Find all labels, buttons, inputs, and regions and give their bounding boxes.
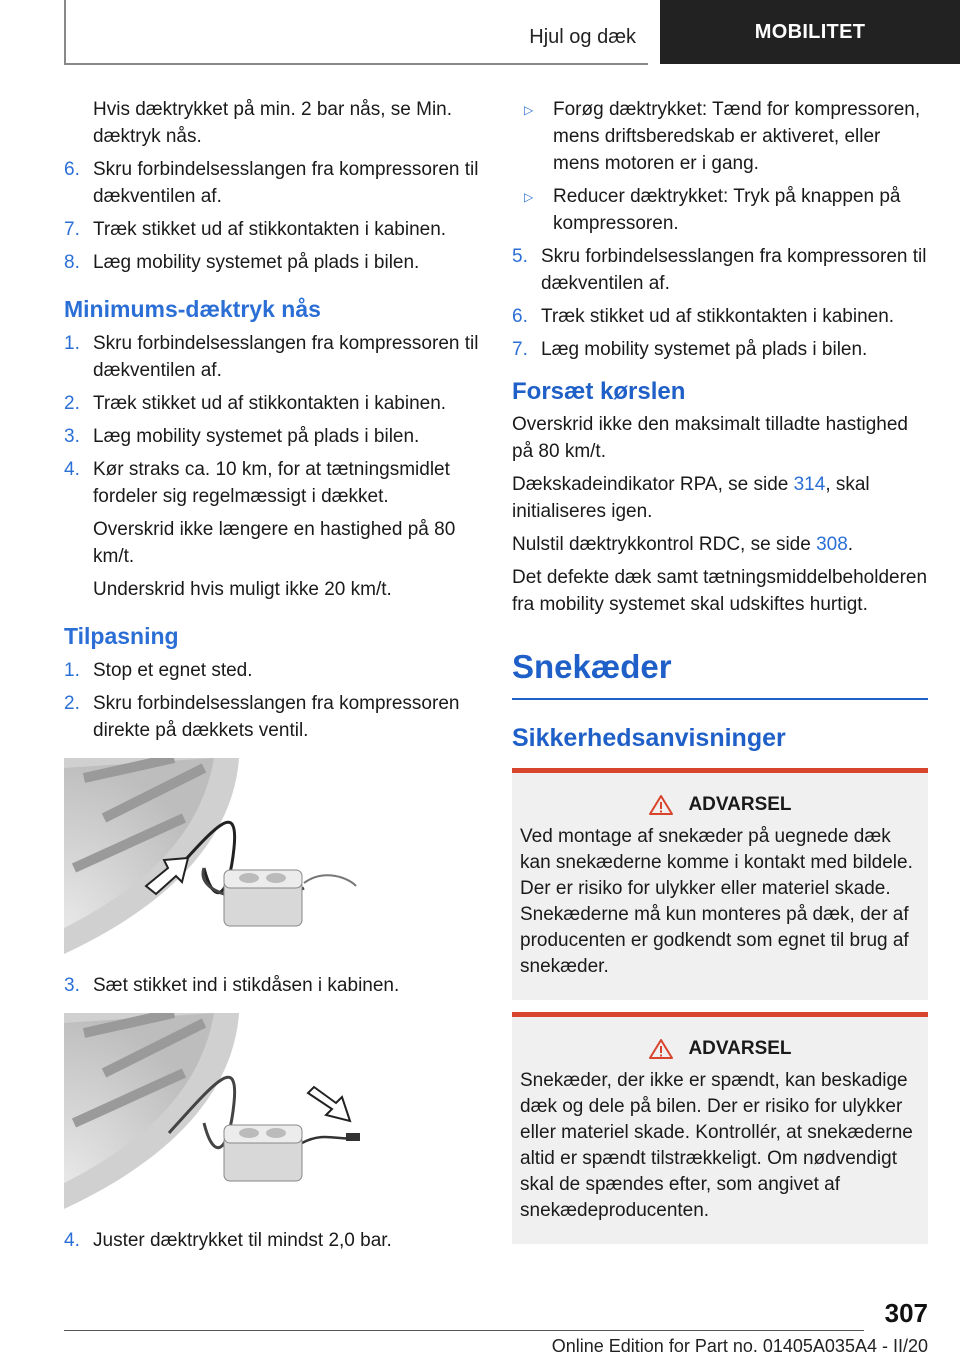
paragraph (512, 471, 928, 525)
paragraph: Det defekte dæk samt tætningsmiddelbeholderen fra mobility systemet skal udskiftes hurtigt. (512, 567, 928, 615)
list-item (64, 657, 484, 684)
heading-rule (512, 698, 928, 700)
paragraph-text: Nulstil dæktrykkontrol RDC, se side (512, 534, 817, 555)
step-number: 4. (64, 459, 80, 480)
list-item (64, 249, 484, 276)
sub-item-text: Reducer dæktrykket: Tryk på knappen på kompressoren. (553, 186, 901, 234)
step-text: Læg mobility systemet på plads i bilen. (93, 252, 420, 273)
heading-adjustment: Tilpasning (64, 623, 179, 649)
warning-text: Snekæder, der ikke er spændt, kan beskadige dæk og dele på bilen. Der er risiko for ulykker eller materiel skade. Kontrollér, at snekæderne altid er spændt tilstrækkeligt. Om nødvendigt skal de spændes efter, som angivet af snekædeproducenten. (520, 1070, 913, 1221)
step-number: 6. (64, 159, 80, 180)
list-item (64, 156, 484, 210)
step-number: 2. (64, 693, 80, 714)
paragraph-text: , skal initialiseres igen. (512, 474, 870, 522)
header-section-title: Hjul og dæk (529, 26, 636, 48)
list-item (64, 690, 484, 744)
step-note: Underskrid hvis muligt ikke 20 km/t. (93, 579, 392, 600)
compressor-plug-illustration (64, 1013, 364, 1209)
paragraph: Overskrid ikke den maksimalt tilladte hastighed på 80 km/t. (512, 414, 909, 462)
sub-list-item (512, 183, 928, 237)
list-item (64, 456, 484, 510)
step-number: 1. (64, 333, 80, 354)
step-text: Kør straks ca. 10 km, for at tætningsmidlet fordeler sig regelmæssigt i dækket. (93, 459, 450, 507)
step-number: 7. (512, 339, 528, 360)
step-text: Stop et egnet sted. (93, 660, 253, 681)
list-item (64, 330, 484, 384)
step-number: 5. (512, 246, 528, 267)
step-number: 8. (64, 252, 80, 273)
step-text: Træk stikket ud af stikkontakten i kabinen. (93, 393, 447, 414)
heading-safety-notes: Sikkerhedsanvisninger (512, 724, 786, 752)
step-number: 1. (64, 660, 80, 681)
warning-header (520, 1035, 920, 1062)
step-text: Læg mobility systemet på plads i bilen. (93, 426, 420, 447)
step-text: Sæt stikket ind i stikdåsen i kabinen. (93, 975, 400, 996)
step-text: Skru forbindelsesslangen fra kompressoren direkte på dækkets ventil. (93, 693, 460, 741)
footer-rule (64, 1330, 864, 1331)
warning-triangle-icon (648, 1038, 674, 1060)
paragraph-text: . (847, 534, 854, 555)
step-number: 7. (64, 219, 80, 240)
chapter-heading-snow-chains: Snekæder (512, 648, 672, 685)
list-item (64, 972, 484, 999)
triangle-bullet-icon: ▷ (524, 103, 534, 117)
step-text: Skru forbindelsesslangen fra kompressoren til dækventilen af. (93, 333, 479, 381)
page-number: 307 (884, 1298, 928, 1328)
paragraph (512, 531, 928, 558)
list-item (512, 303, 928, 330)
step-number: 2. (64, 393, 80, 414)
warning-box (512, 1012, 928, 1244)
list-item (64, 1227, 484, 1254)
warning-box (512, 768, 928, 1000)
list-item (64, 216, 484, 243)
page-link-314[interactable]: 314 (793, 474, 826, 495)
warning-header (520, 791, 920, 818)
step-note: Overskrid ikke længere en hastighed på 80 km/t. (93, 519, 456, 567)
step-number: 3. (64, 975, 80, 996)
step-text: Juster dæktrykket til mindst 2,0 bar. (93, 1230, 392, 1251)
step-number: 6. (512, 306, 528, 327)
header-underline (64, 63, 648, 65)
heading-continue-driving: Forsæt kørslen (512, 378, 686, 405)
step-number: 4. (64, 1230, 80, 1251)
header-left-rule (64, 0, 66, 64)
list-item (512, 243, 928, 297)
sub-item-text: Forøg dæktrykket: Tænd for kompressoren, mens driftsberedskab er aktiveret, eller mens motoren er i gang. (553, 99, 921, 174)
paragraph-text: Dækskadeindikator RPA, se side (512, 474, 794, 495)
footer-edition: Online Edition for Part no. 01405A035A4 - II/20 (551, 1336, 928, 1356)
header-chapter-tab[interactable]: MOBILITET (660, 0, 960, 64)
step-text: Træk stikket ud af stikkontakten i kabinen. (541, 306, 895, 327)
warning-title: ADVARSEL (688, 1038, 792, 1059)
list-item (512, 336, 928, 363)
warning-text: Ved montage af snekæder på uegnede dæk kan snekæderne komme i kontakt med bildele. Der er risiko for ulykker eller materiel skade. Snekæderne må kun monteres på dæk, der af producenten er godkendt som egnet til brug af snekæder. (520, 826, 913, 977)
sub-list-item (512, 96, 928, 177)
warning-triangle-icon (648, 794, 674, 816)
list-item (64, 423, 484, 450)
list-item (64, 390, 484, 417)
step-text: Skru forbindelsesslangen fra kompressoren til dækventilen af. (541, 246, 927, 294)
warning-title: ADVARSEL (688, 794, 792, 815)
step-continuation: Hvis dæktrykket på min. 2 bar nås, se Min. dæktryk nås. (93, 99, 453, 147)
step-text: Træk stikket ud af stikkontakten i kabinen. (93, 219, 447, 240)
step-number: 3. (64, 426, 80, 447)
triangle-bullet-icon: ▷ (524, 190, 534, 204)
left-column (64, 96, 484, 1260)
step-text: Læg mobility systemet på plads i bilen. (541, 339, 868, 360)
heading-minimum-pressure: Minimums-dæktryk nås (64, 296, 321, 322)
right-column (512, 96, 928, 1256)
step-text: Skru forbindelsesslangen fra kompressoren til dækventilen af. (93, 159, 479, 207)
page-link-308[interactable]: 308 (816, 534, 848, 555)
compressor-hose-illustration (64, 758, 364, 954)
